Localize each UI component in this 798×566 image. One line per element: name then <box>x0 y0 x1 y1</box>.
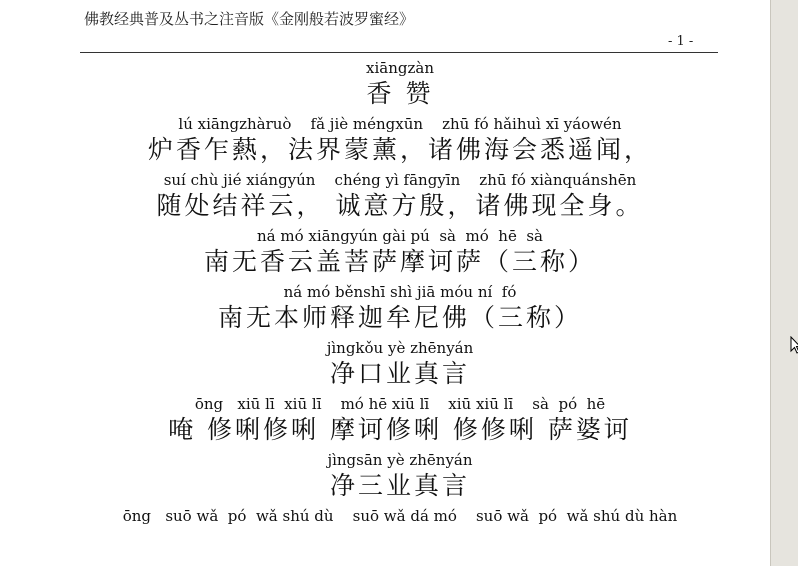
hanzi-line: 南无本师释迦牟尼佛（三称） <box>217 303 582 332</box>
mouse-cursor-icon <box>790 336 798 354</box>
pinyin-line: jìngkǒu yè zhēnyán <box>326 339 474 357</box>
page-number: - 1 - <box>668 34 694 49</box>
pinyin-line: ōng xiū lī xiū lī mó hē xiū lī xiū xiū lī sà pó hē <box>194 395 606 413</box>
pinyin-line: ná mó běnshī shì jiā móu ní fó <box>283 283 517 301</box>
pinyin-line: xiāngzàn <box>366 59 434 77</box>
hanzi-line: 香 赞 <box>366 79 434 108</box>
hanzi-line: 随处结祥云， 诚意方殷，诸佛现全身。 <box>156 191 644 220</box>
pinyin-line: ōng suō wǎ pó wǎ shú dù suō wǎ dá mó suō wǎ pó wǎ shú dù hàn <box>122 507 678 525</box>
pinyin-line: suí chù jié xiángyún chéng yì fāngyīn zhū fó xiànquánshēn <box>163 171 637 189</box>
header-rule <box>80 52 718 53</box>
hanzi-line: 南无香云盖菩萨摩诃萨（三称） <box>203 247 596 276</box>
pinyin-line: jìngsān yè zhēnyán <box>327 451 473 469</box>
pinyin-line: ná mó xiāngyún gài pú sà mó hē sà <box>256 227 543 245</box>
page-header-title: 佛教经典普及丛书之注音版《金刚般若波罗蜜经》 <box>84 10 415 28</box>
hanzi-line: 净三业真言 <box>329 471 470 500</box>
pinyin-line: lú xiāngzhàruò fǎ jiè méngxūn zhū fó hǎihuì xī yáowén <box>178 115 622 133</box>
hanzi-line: 净口业真言 <box>329 359 470 388</box>
hanzi-line: 唵 修唎修唎 摩诃修唎 修修唎 萨婆诃 <box>168 415 632 444</box>
document-body <box>80 58 720 525</box>
hanzi-line: 炉香乍爇，法界蒙薰，诸佛海会悉遥闻， <box>147 135 652 164</box>
page-edge <box>770 0 771 566</box>
